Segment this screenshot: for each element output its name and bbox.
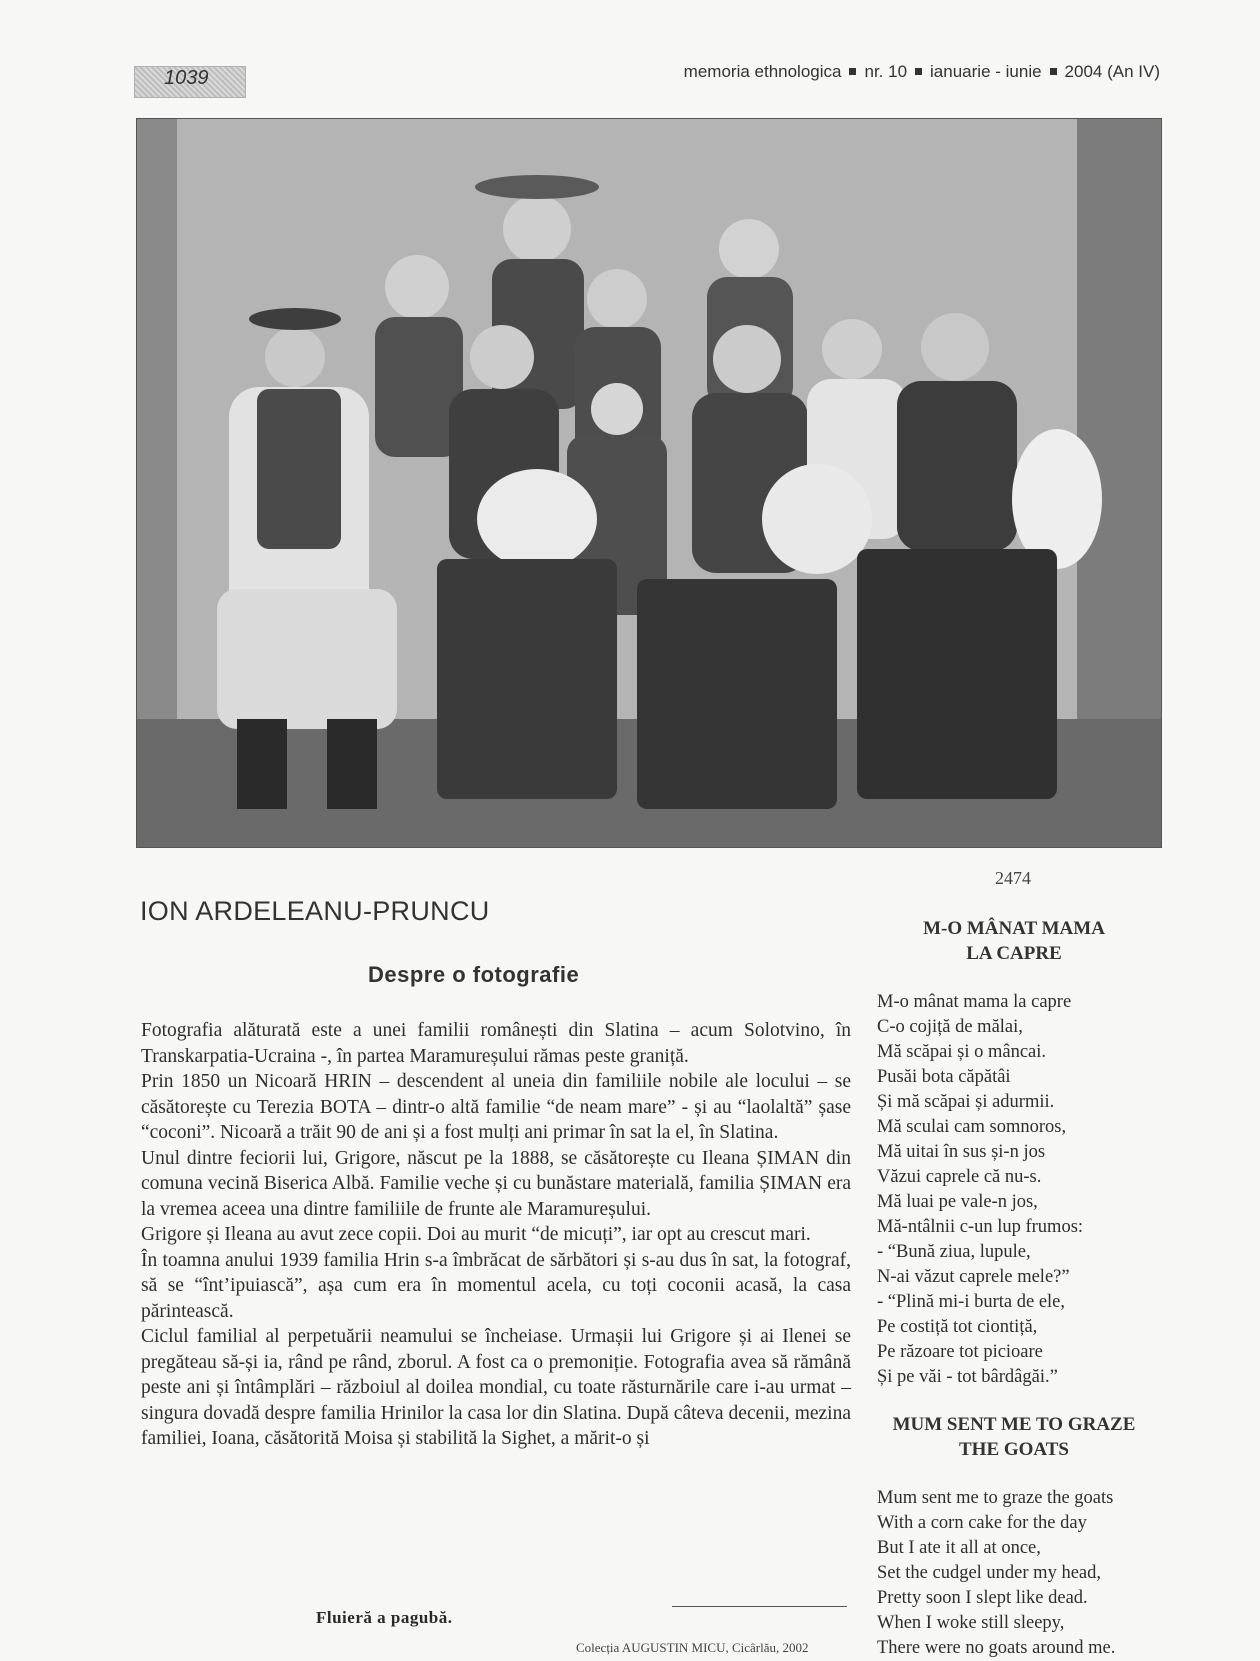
poem-line: But I ate it all at once, — [877, 1538, 1041, 1558]
article-author: ION ARDELEANU-PRUNCU — [140, 896, 490, 926]
article-paragraph: Fotografia alăturată este a unei familii românești din Slatina – acum Solotvino, în Transkarpatia-Ucraina -, în partea Maramureșului rămas peste graniță. — [141, 1020, 851, 1067]
poem-line: C-o cojiță de mălai, — [877, 1017, 1023, 1037]
poem-en-title-line: THE GOATS — [959, 1439, 1069, 1460]
footnote-divider — [672, 1606, 847, 1607]
poem-en-text — [877, 1486, 1115, 1661]
separator-square-icon — [915, 68, 922, 75]
poem-line: Pe răzoare tot picioare — [877, 1342, 1043, 1362]
footnote-label: Fluieră a pagubă. — [316, 1608, 453, 1627]
poem-line: Mă-ntâlnii c-un lup frumos: — [877, 1217, 1084, 1237]
poem-ro-text — [877, 990, 1083, 1390]
family-photograph-illustration — [137, 119, 1161, 847]
separator-square-icon — [1050, 68, 1057, 75]
journal-name: memoria ethnologica — [683, 62, 842, 81]
poem-line: Pretty soon I slept like dead. — [877, 1588, 1088, 1608]
poem-line: Pusăi bota căpătâi — [877, 1067, 1011, 1087]
poem-en-title — [876, 1412, 1152, 1462]
poem-line: Mă scăpai și o mâncai. — [877, 1042, 1047, 1062]
page-number: 1039 — [164, 67, 209, 89]
poem-line: Și mă scăpai și adurmii. — [877, 1092, 1055, 1112]
poem-line: - “Bună ziua, lupule, — [877, 1242, 1031, 1262]
poem-line: Pe costiță tot ciontiță, — [877, 1317, 1038, 1337]
poem-line: With a corn cake for the day — [877, 1513, 1087, 1533]
article-paragraph: În toamna anului 1939 familia Hrin s-a îmbrăcat de sărbători și s-au dus în sat, la fotograf, să se “înt’ipuiască”, așa cum era în momentul acela, cu toți coconii acasă, la casa părintească. — [141, 1249, 851, 1322]
article-paragraph: Prin 1850 un Nicoară HRIN – descendent al uneia din familiile nobile ale locului – se căsătorește cu Terezia BOTA – dintr-o altă familie “de neam mare” - și au “laolaltă” șase “coconi”. Nicoară a trăit 90 de ani și a fost mulți ani primar în sat la el, în Slatina. — [141, 1071, 851, 1143]
poem-line: M-o mânat mama la capre — [877, 992, 1072, 1012]
poem-line: Și pe văi - tot bârdâgăi.” — [877, 1367, 1058, 1387]
poem-line: N-ai văzut caprele mele?” — [877, 1267, 1070, 1287]
poem-line: Mum sent me to graze the goats — [877, 1488, 1114, 1508]
poem-en-title-line: MUM SENT ME TO GRAZE — [892, 1414, 1136, 1435]
poem-line: Mă uitai în sus și-n jos — [877, 1142, 1046, 1162]
poem-line: - “Plină mi-i burta de ele, — [877, 1292, 1066, 1312]
poem-ro-title — [876, 916, 1152, 966]
separator-square-icon — [849, 68, 856, 75]
poem-line: There were no goats around me. — [877, 1638, 1116, 1658]
photo-caption-number: 2474 — [995, 868, 1031, 888]
article-title: Despre o fotografie — [368, 962, 580, 987]
poem-ro-title-line: M-O MÂNAT MAMA — [923, 918, 1105, 939]
article-paragraph: Ciclul familial al perpetuării neamului se încheiase. Urmașii lui Grigore și ai Ilenei se pregăteau să-și ia, rând pe rând, zborul. A fost ca o premoniție. Fotografia avea să rămână peste ani și întâmplări – războiul al doilea mondial, cu toate răsturnările care i-au urmat – singura dovadă despre familia Hrinilor la casa lor din Slatina. După câteva decenii, mezina familiei, Ioana, căsătorită Moisa și stabilită la Sighet, a mărit-o și — [141, 1326, 851, 1449]
collection-credit: Colecția AUGUSTIN MICU, Cicârlău, 2002 — [576, 1640, 809, 1655]
journal-issue: nr. 10 — [864, 62, 908, 81]
family-photograph — [136, 118, 1162, 848]
journal-header — [684, 62, 1160, 82]
poem-line: Mă sculai cam somnoros, — [877, 1117, 1067, 1137]
poem-line: Mă luai pe vale-n jos, — [877, 1192, 1038, 1212]
journal-period: ianuarie - iunie — [930, 62, 1042, 81]
journal-year: 2004 (An IV) — [1064, 62, 1160, 81]
article-paragraph: Unul dintre feciorii lui, Grigore, născut pe la 1888, se căsătorește cu Ileana ȘIMAN din comuna vecină Biserica Albă. Familie veche și cu bunăstare materială, familia ȘIMAN era la vremea aceea una dintre familiile de frunte ale Maramureșului. — [141, 1147, 851, 1220]
article-body — [141, 1018, 851, 1452]
poem-line: When I woke still sleepy, — [877, 1613, 1065, 1633]
article-paragraph: Grigore și Ileana au avut zece copii. Doi au murit “de micuți”, iar opt au crescut mari. — [141, 1224, 811, 1245]
poem-line: Set the cudgel under my head, — [877, 1563, 1101, 1583]
poem-ro-title-line: LA CAPRE — [966, 943, 1062, 964]
poem-line: Văzui caprele că nu-s. — [877, 1167, 1042, 1187]
